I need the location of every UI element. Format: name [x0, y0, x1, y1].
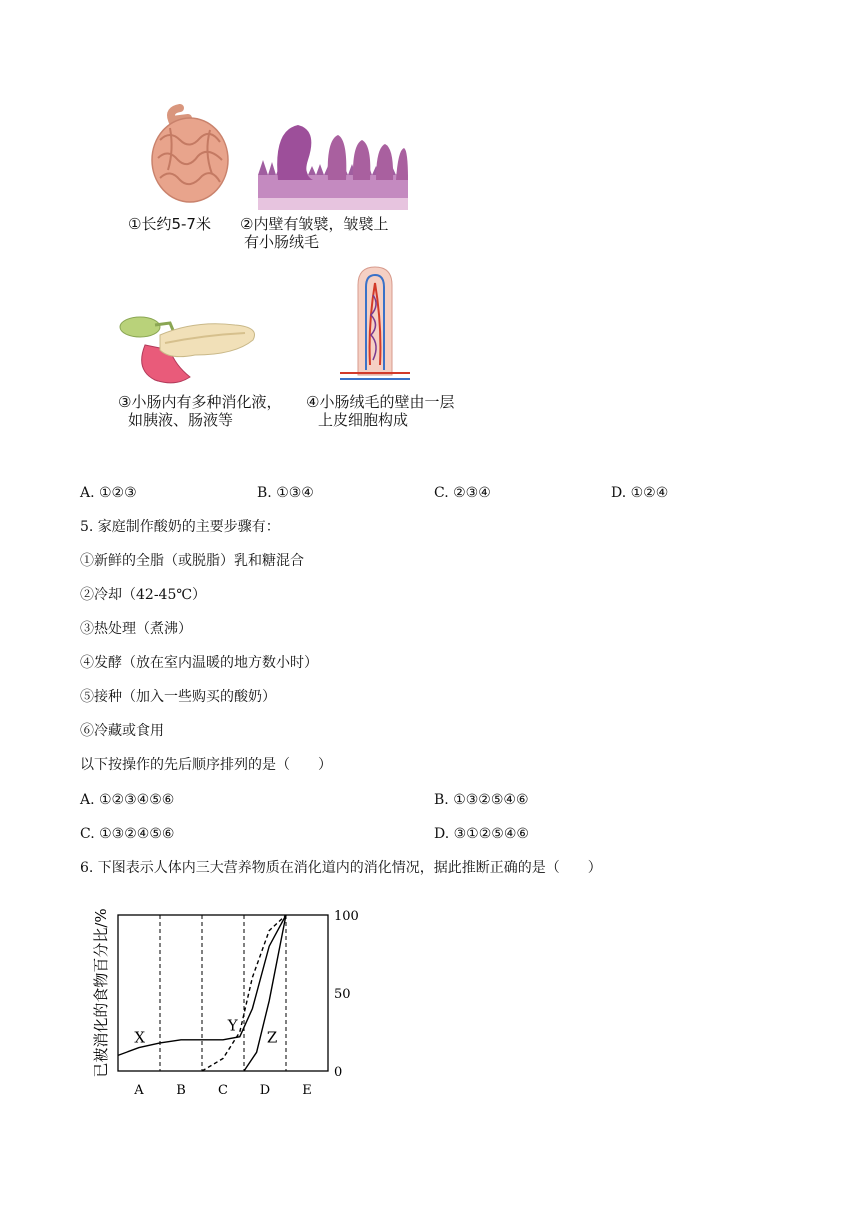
q5-step-3: ③热处理（煮沸） [80, 621, 192, 637]
pancreas-image [115, 305, 260, 390]
plot-frame [118, 915, 328, 1071]
digestion-chart [88, 895, 378, 1105]
villi-tissue-image [258, 120, 408, 210]
intestine-image [140, 100, 240, 210]
series-label-y: Y [227, 1016, 238, 1035]
q5-option-b[interactable]: B. ①③②⑤④⑥ [434, 792, 529, 808]
q4-option-b[interactable]: B. ①③④ [257, 485, 314, 501]
q6-stem: 6. 下图表示人体内三大营养物质在消化道内的消化情况，据此推断正确的是（ ） [80, 860, 602, 876]
x-tick-label: D [259, 1083, 271, 1098]
caption-2: ②内壁有皱襞，皱襞上 有小肠绒毛 [240, 215, 389, 251]
y-tick-label: 0 [334, 1065, 343, 1080]
series-label-z: Z [266, 1028, 278, 1047]
q5-option-c[interactable]: C. ①③②④⑤⑥ [80, 826, 175, 842]
q5-step-1: ①新鲜的全脂（或脱脂）乳和糖混合 [80, 553, 304, 569]
y-tick-label: 50 [334, 987, 351, 1002]
x-tick-label: B [176, 1083, 186, 1098]
q4-option-c[interactable]: C. ②③④ [434, 485, 491, 501]
q5-step-5: ⑤接种（加入一些购买的酸奶） [80, 689, 276, 705]
q5-step-6: ⑥冷藏或食用 [80, 723, 164, 739]
caption-1: ①长约5-7米 [128, 215, 211, 233]
caption-3: ③小肠内有多种消化液， 如胰液、肠液等 [118, 393, 282, 429]
x-tick-label: A [134, 1083, 144, 1098]
caption-4: ④小肠绒毛的壁由一层 上皮细胞构成 [306, 393, 455, 429]
q5-option-a[interactable]: A. ①②③④⑤⑥ [80, 792, 175, 808]
q5-stem: 5. 家庭制作酸奶的主要步骤有： [80, 519, 280, 535]
q5-question: 以下按操作的先后顺序排列的是（ ） [80, 757, 332, 773]
q5-step-4: ④发酵（放在室内温暖的地方数小时） [80, 655, 318, 671]
q5-option-d[interactable]: D. ③①②⑤④⑥ [434, 826, 529, 842]
villus-image [340, 265, 410, 385]
series-label-x: X [134, 1028, 146, 1047]
q4-option-d[interactable]: D. ①②④ [611, 485, 669, 501]
y-tick-label: 100 [334, 909, 359, 924]
x-tick-label: C [218, 1083, 228, 1098]
series-line-z [244, 915, 286, 1071]
q4-option-a[interactable]: A. ①②③ [80, 485, 137, 501]
q5-step-2: ②冷却（42-45℃） [80, 587, 207, 603]
x-tick-label: E [302, 1083, 312, 1098]
y-axis-label: 已被消化的食物百分比/% [92, 908, 110, 1078]
